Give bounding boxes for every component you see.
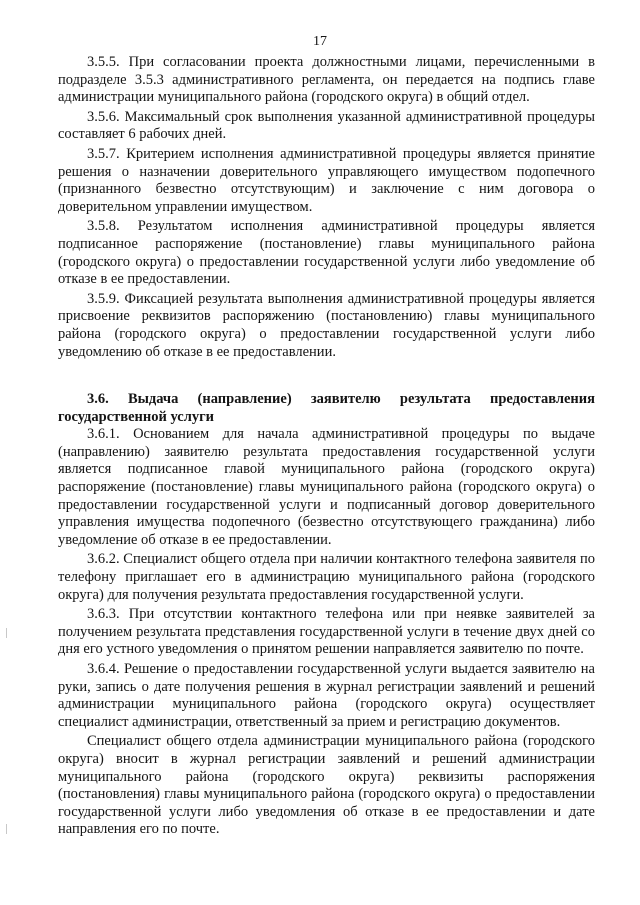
paragraph-3-5-7: 3.5.7. Критерием исполнения административной процедуры является принятие решения о назначении доверительного управляющего имуществом подопечного (признанного безвестно отсутствующим) и заключение с ним договора о доверительном управлении имуществом. bbox=[58, 145, 595, 215]
paragraph-3-5-8: 3.5.8. Результатом исполнения административной процедуры является подписанное распоряжение (постановление) главы муниципального района (городского округа) о предоставлении государственной услуги либо уведомление об отказе в ее предоставлении. bbox=[58, 218, 595, 288]
page-number: 17 bbox=[313, 34, 327, 49]
paragraph-3-5-5: 3.5.5. При согласовании проекта должностными лицами, перечисленными в подразделе 3.5.3 административного регламента, он передается на подпись главе администрации муниципального района (городского округа) в общий отдел. bbox=[58, 54, 595, 106]
margin-scan-mark bbox=[6, 824, 7, 834]
section-heading-3-6: 3.6. Выдача (направление) заявителю результата предоставления государственной услуги bbox=[58, 391, 595, 425]
paragraph-3-5-9: 3.5.9. Фиксацией результата выполнения административной процедуры является присвоение реквизитов распоряжению (постановлению) главы муниципального района (городского округа) о предоставлении государственной услуги либо уведомлению об отказе в ее предоставлении. bbox=[58, 290, 595, 360]
margin-scan-mark bbox=[6, 628, 7, 638]
document-body bbox=[58, 54, 595, 841]
paragraph-3-6-2: 3.6.2. Специалист общего отдела при наличии контактного телефона заявителя по телефону приглашает его в администрацию муниципального района (городского округа) для получения результата предоставления государственной услуги. bbox=[58, 551, 595, 603]
paragraph-3-6-3: 3.6.3. При отсутствии контактного телефона или при неявке заявителей за получением результата представления государственной услуги в течение двух дней со дня его устного уведомления о принятом решении направляется заявителю по почте. bbox=[58, 606, 595, 658]
paragraph-3-6-1: 3.6.1. Основанием для начала административной процедуры по выдаче (направлению) заявителю результата предоставления государственной услуги является подписанное главой муниципального района (городского округа) распоряжение (постановление) главы муниципального района (городского округа) о предоставлении государственной услуги и подписанный договор доверительного управления имущества подопечного (безвестно отсутствующего гражданина) либо уведомление об отказе в ее предоставлении. bbox=[58, 426, 595, 548]
paragraph-3-5-6: 3.5.6. Максимальный срок выполнения указанной административной процедуры составляет 6 рабочих дней. bbox=[58, 108, 595, 143]
paragraph-3-6-4: 3.6.4. Решение о предоставлении государственной услуги выдается заявителю на руки, запись о дате получения решения в журнал регистрации заявлений и решений администрации муниципального района (городского округа) осуществляет специалист администрации, ответственный за прием и регистрацию документов. bbox=[58, 661, 595, 730]
paragraph-specialist-note: Специалист общего отдела администрации муниципального района (городского округа) вносит в журнал регистрации заявлений и решений администрации муниципального района (городского округа) реквизиты распоряжения (постановления) главы муниципального района (городского округа) о предоставлении государственной услуги либо уведомления об отказе в ее предоставлении и дате направления его по почте. bbox=[58, 733, 595, 838]
